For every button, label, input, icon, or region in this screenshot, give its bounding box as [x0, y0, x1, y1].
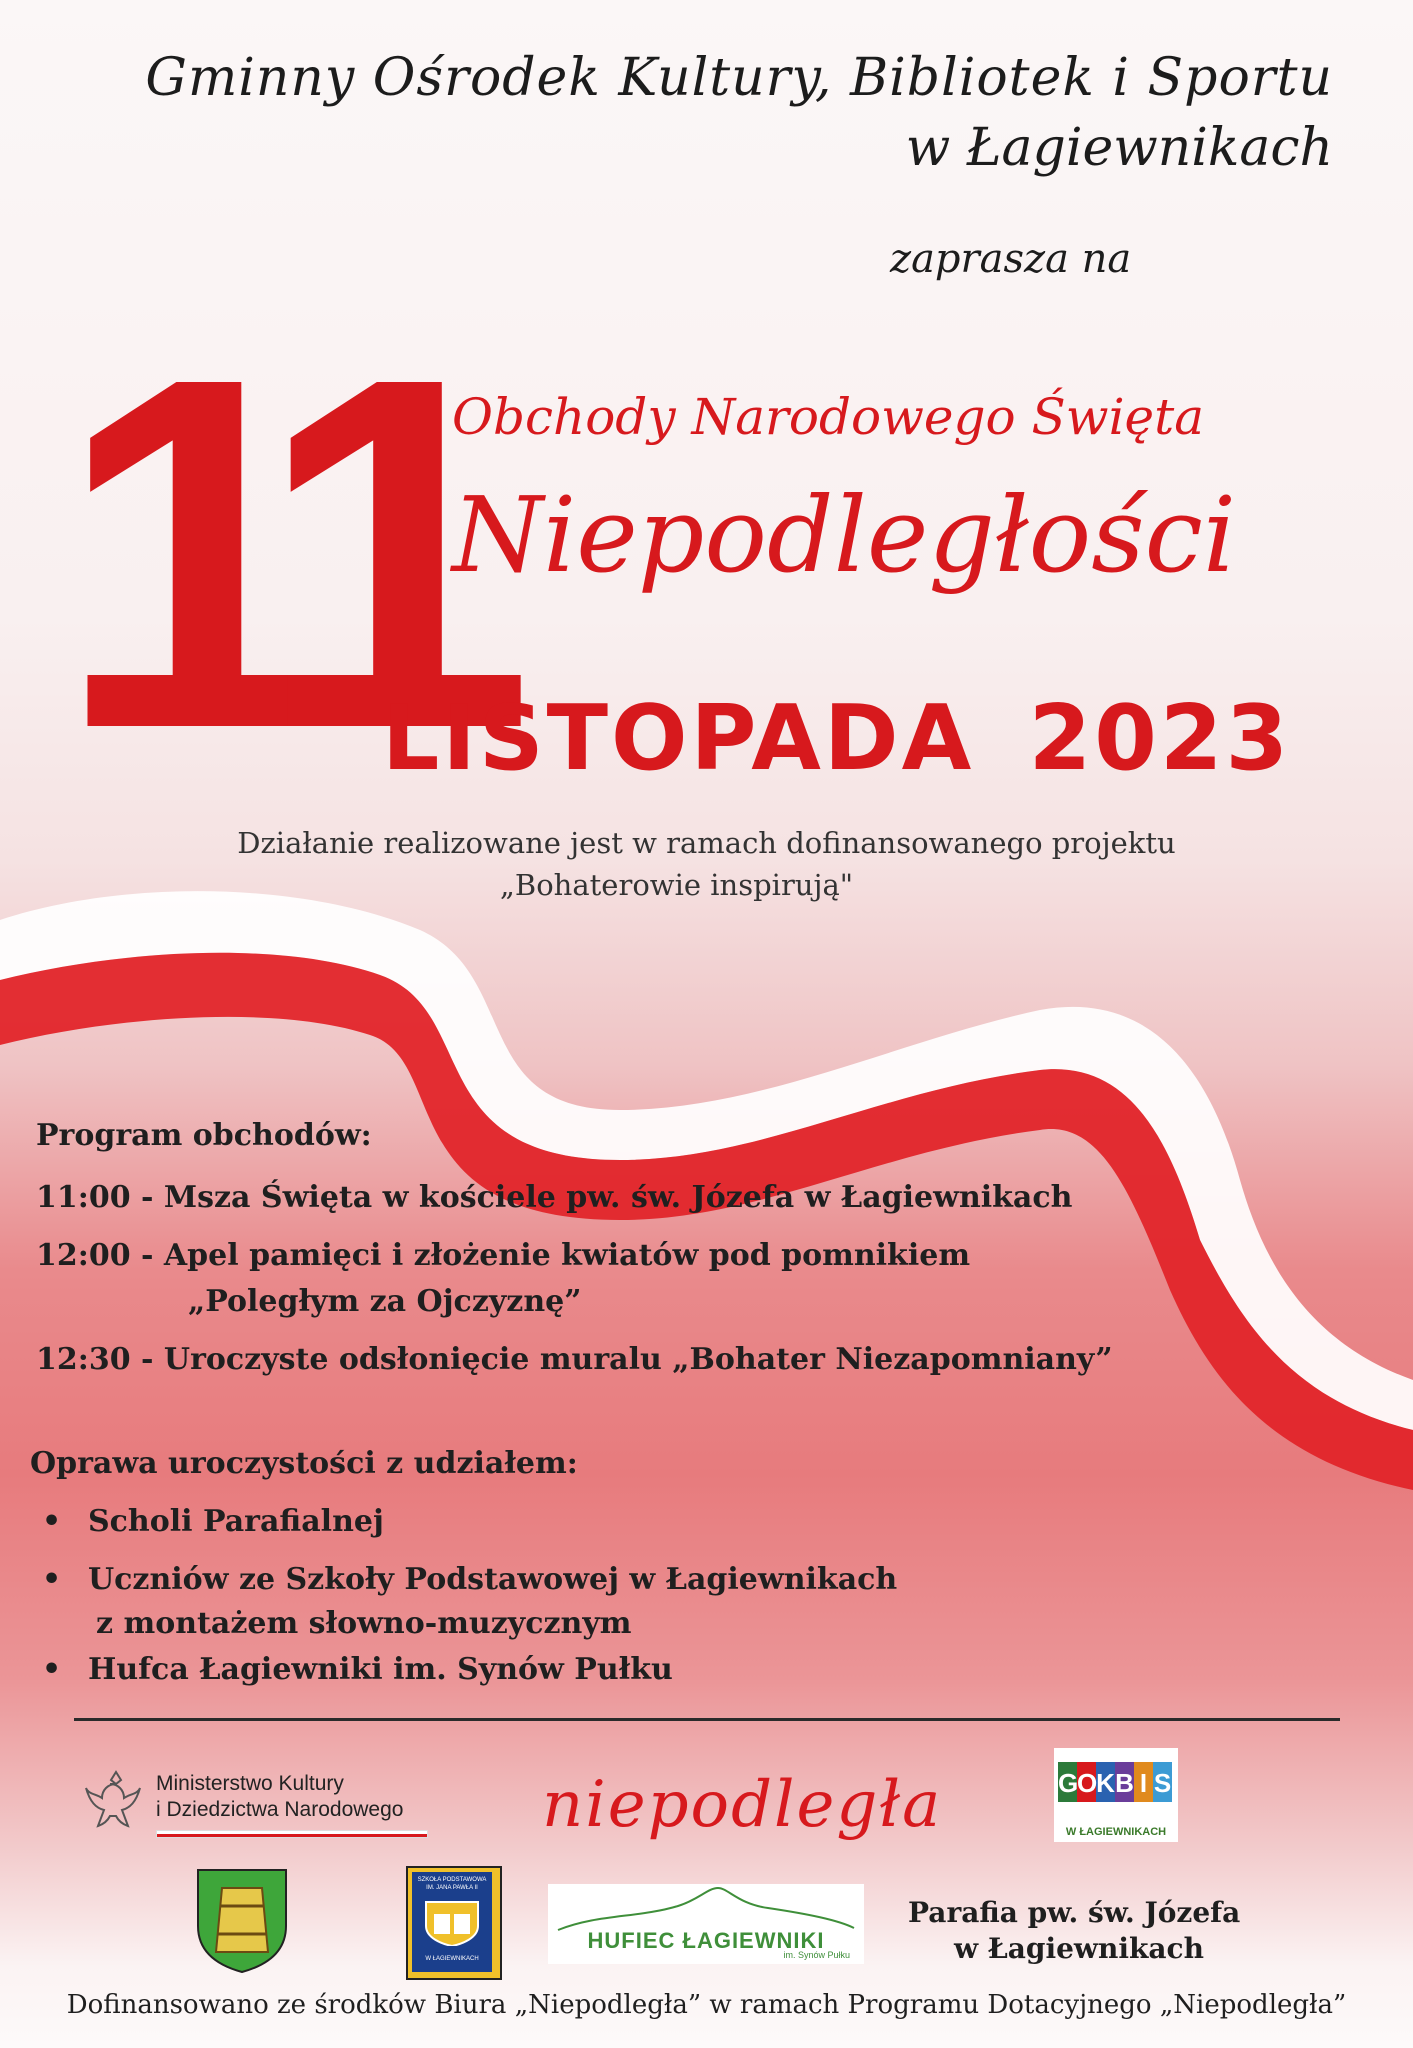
parish-location: w Łagiewnikach	[954, 1932, 1204, 1965]
hufiec-name: HUFIEC ŁAGIEWNIKI	[587, 1928, 825, 1953]
participants-heading: Oprawa uroczystości z udziałem:	[30, 1446, 578, 1481]
gokbis-letter: O	[1077, 1768, 1098, 1798]
bullet-icon: •	[42, 1652, 62, 1687]
parish-name: Parafia pw. św. Józefa	[908, 1896, 1241, 1929]
gokbis-letter: S	[1153, 1768, 1172, 1798]
program-item: 11:00 - Msza Święta w kościele pw. św. Józefa w Łagiewnikach	[36, 1180, 1073, 1215]
organizer-name: Gminny Ośrodek Kultury, Bibliotek i Sportu	[145, 48, 1333, 108]
school-name-line1: SZKOŁA PODSTAWOWA	[417, 1877, 487, 1883]
bullet-icon: •	[42, 1504, 62, 1539]
bullet-icon: •	[42, 1562, 62, 1597]
project-name: „Bohaterowie inspirują"	[499, 868, 854, 902]
participant-item: Scholi Parafialnej	[88, 1504, 384, 1539]
gokbis-subtitle: W ŁAGIEWNIKACH	[1065, 1826, 1167, 1838]
school-logo	[406, 1866, 502, 1980]
ministry-name-line2: i Dziedzictwa Narodowego	[156, 1798, 404, 1821]
program-heading: Program obchodów:	[36, 1118, 372, 1153]
event-title-line2: Niepodległości	[452, 474, 1237, 596]
barrel-crest-icon	[194, 1866, 290, 1974]
project-description: Działanie realizowane jest w ramach dofinansowanego projektu	[237, 826, 1176, 860]
funding-footer: Dofinansowano ze środków Biura „Niepodległa” w ramach Programu Dotacyjnego „Niepodległa”	[66, 1990, 1347, 2020]
program-item-continuation: „Poległym za Ojczyznę”	[188, 1284, 582, 1319]
section-divider	[74, 1718, 1340, 1721]
ministry-name-line1: Ministerstwo Kultury	[156, 1772, 344, 1795]
gokbis-letter: I	[1139, 1768, 1148, 1798]
school-name-line2: IM. JANA PAWŁA II	[426, 1885, 478, 1891]
invite-text: zaprasza na	[890, 236, 1132, 282]
gokbis-letter: K	[1096, 1768, 1115, 1798]
gokbis-letter: B	[1115, 1768, 1134, 1798]
event-day-number: 11	[56, 273, 485, 832]
hufiec-logo	[548, 1884, 864, 1964]
participant-item-continuation: z montażem słowno-muzycznym	[96, 1606, 632, 1641]
book-shield-icon	[422, 1898, 482, 1946]
participant-item: Hufca Łagiewniki im. Synów Pułku	[88, 1652, 673, 1687]
gokbis-letter: G	[1058, 1768, 1079, 1798]
niepodlegla-logo: niepodległa	[542, 1768, 943, 1842]
organizer-location: w Łagiewnikach	[905, 118, 1333, 178]
polish-eagle-icon	[84, 1766, 148, 1842]
flag-bar	[156, 1830, 428, 1838]
program-item: 12:30 - Uroczyste odsłonięcie muralu „Bohater Niezapomniany”	[36, 1342, 1113, 1377]
program-item: 12:00 - Apel pamięci i złożenie kwiatów pod pomnikiem	[36, 1238, 971, 1273]
participant-item: Uczniów ze Szkoły Podstawowej w Łagiewnikach	[88, 1562, 898, 1597]
hufiec-subtitle: im. Synów Pułku	[783, 1950, 850, 1960]
event-title-line1: Obchody Narodowego Święta	[452, 388, 1205, 446]
event-month-year: LISTOPADA 2023	[382, 686, 1292, 791]
school-name-line3: W ŁAGIEWNIKACH	[425, 1956, 479, 1962]
